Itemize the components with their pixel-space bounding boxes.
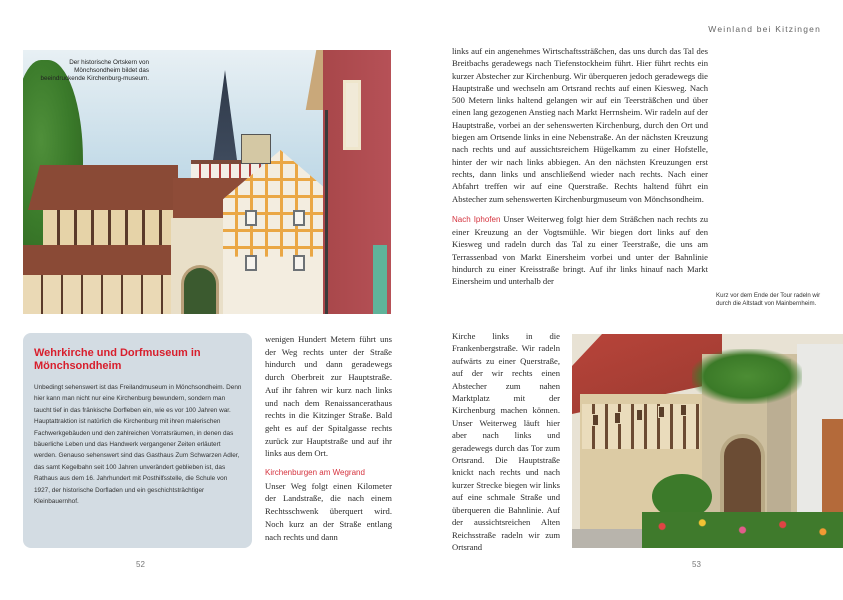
page-number: 52 bbox=[136, 560, 145, 569]
paragraph-text: Unser Weg folgt einen Kilometer der Landstraße, die nach einem Rechtsschwenk überquert wird. Noch kurz an der Straße entlang nach rechts und dann bbox=[265, 480, 392, 542]
photo-caption: Kurz vor dem Ende der Tour radeln wir durch die Altstadt von Mainbernheim. bbox=[716, 292, 821, 308]
photo-window bbox=[680, 404, 687, 416]
photo-window bbox=[614, 412, 621, 424]
photo-drainpipe bbox=[325, 110, 328, 314]
left-text-column bbox=[265, 333, 392, 549]
photo-flowers bbox=[642, 512, 843, 548]
photo-window bbox=[293, 210, 305, 226]
paragraph: wenigen Hundert Metern führt uns der Weg rechts unter der Straße hindurch und dann geradewegs durch Oberbreit zur Hauptstraße. Auf ihr fahren wir kurz nach links und nach dem Renaissancerathaus rechts in die Kitzinger Straße. Bald geht es auf der Spitalgasse rechts zurück zur Hauptstraße und auf ihr links aus dem Ort. bbox=[265, 334, 392, 459]
photo-roof bbox=[28, 165, 178, 210]
photo-inn-sign bbox=[241, 134, 271, 164]
paragraph-text: Unser Weiterweg folgt hier dem Sträßchen nach rechts zu einer Kreuzung an der Vogtsmühle. Wir biegen dort links auf den Kiesweg und radeln durch das Tal zu einer Teerstraße, die uns am Terrassenbad von Markt Einersheim vorbei und unter der Bahnlinie hindurch zu einer Kreisstraße bringt. Auf ihr links hinauf nach Markt Einersheim und unterhalb der bbox=[452, 213, 709, 287]
photo-ground-house bbox=[23, 275, 173, 314]
right-text-column bbox=[452, 45, 708, 296]
photo-caption: Der historische Ortskern von Mönchsondheim bildet das beeindruckende Kirchenburg-museum. bbox=[40, 59, 149, 83]
photo-window bbox=[636, 409, 643, 421]
photo-vine bbox=[692, 349, 802, 404]
paragraph bbox=[452, 213, 708, 288]
running-head: Weinland bei Kitzingen bbox=[708, 24, 821, 34]
photo-window bbox=[293, 255, 305, 271]
photo-roof-lower bbox=[23, 245, 173, 275]
infobox-body: Unbedingt sehenswert ist das Freilandmuseum in Mönchsondheim. Denn hier kann man nicht nur eine Kirchenburg bewundern, sondern man taucht tief in das fränkische Dorfleben ein, wie es vor 100 Jahren war. Hauptattraktion ist natürlich die Kirchenburg mit ihren malerischen Fachwerkgebäuden und den zahlreichen Vorratsräumen, in denen das bäuerliche Leben und das Handwerk vergangener Zeiten erläutert werden. Genauso sehenswert sind das Gasthaus Zum Schwarzen Adler, das samt Kegelbahn seit 100 Jahren unverändert geblieben ist, das Rathaus aus dem 16. Jahrhundert mit Posthilfsstelle, die Schule von 1927, der historische Dorfladen und ein geschichtsträchtiger Kleinbauernhof. bbox=[34, 384, 242, 506]
photo-window bbox=[658, 406, 665, 418]
subheading: Kirchenburgen am Wegrand bbox=[265, 468, 365, 478]
photo-window bbox=[245, 210, 257, 226]
paragraph: links auf ein angenehmes Wirtschaftssträßchen, das uns durch das Tal des Breitbachs geradewegs nach Tiefenstockheim führt. Hier führt rechts ein kurzer Abstecher zur Kirchenburg. Wir überqueren jedoch geradewegs die Hauptstraße und wechseln am Ortsrand rechts auf einen Kiesweg. Nach 500 Metern links haltend gelangen wir auf ein Teersträßchen und über einen lang gezogenen Anstieg nach Markt Herrnsheim. Wir radeln auf der Hauptstraße, vorbei an der sehenswerten Kirchenburg, durch den Ort und biegen am Ortsende links in eine Nebenstraße. An der nächsten Kreuzung nach rechts und auf aussichtsreichem Hügelkamm zu einer Hofstelle, hinter der wir nach links abbiegen. An den nächsten Kreuzungen erst rechts, dann links und anschließend wieder nach rechts. Nach einer Abfahrt treffen wir auf eine Querstraße. Rechts haltend führt ein Abstecher zum sehenswerten Kirchenburgmuseum von Mönchsondheim. bbox=[452, 46, 708, 204]
photo-gate-arch bbox=[181, 265, 219, 314]
photo-window bbox=[592, 414, 599, 426]
infobox-title: Wehrkirche und Dorfmuseum in Mönchsondheim bbox=[34, 347, 201, 372]
photo-window bbox=[343, 80, 361, 150]
subheading: Nach Iphofen bbox=[452, 214, 501, 224]
photo-half-timber bbox=[43, 210, 178, 250]
page-number: 53 bbox=[692, 560, 701, 569]
photo-wooden-gate bbox=[720, 434, 765, 524]
paragraph bbox=[265, 466, 392, 543]
infobox bbox=[23, 333, 252, 548]
left-page bbox=[0, 0, 421, 600]
photo-moenchsondheim bbox=[23, 50, 391, 314]
right-text-narrow: Kirche links in die Frankenbergstraße. Wir radeln aufwärts zu einer Querstraße, auf der wir rechts einen Abstecher zum nahen Marktplatz mit der Kirchenburg machen können. Unser Weiterweg läuft hier aber nach links und geradewegs durch das Tor zum Ortsrand. Die Hauptstraße knickt nach rechts und nach kurzer Strecke biegen wir links auf eine schmale Straße und überqueren die Bahnlinie. Auf der aussichtsreichen Alten Reichsstraße radeln wir zum Ortsrand bbox=[452, 331, 560, 552]
photo-shutter bbox=[373, 245, 387, 314]
photo-window bbox=[245, 255, 257, 271]
photo-mainbernheim bbox=[572, 334, 843, 548]
